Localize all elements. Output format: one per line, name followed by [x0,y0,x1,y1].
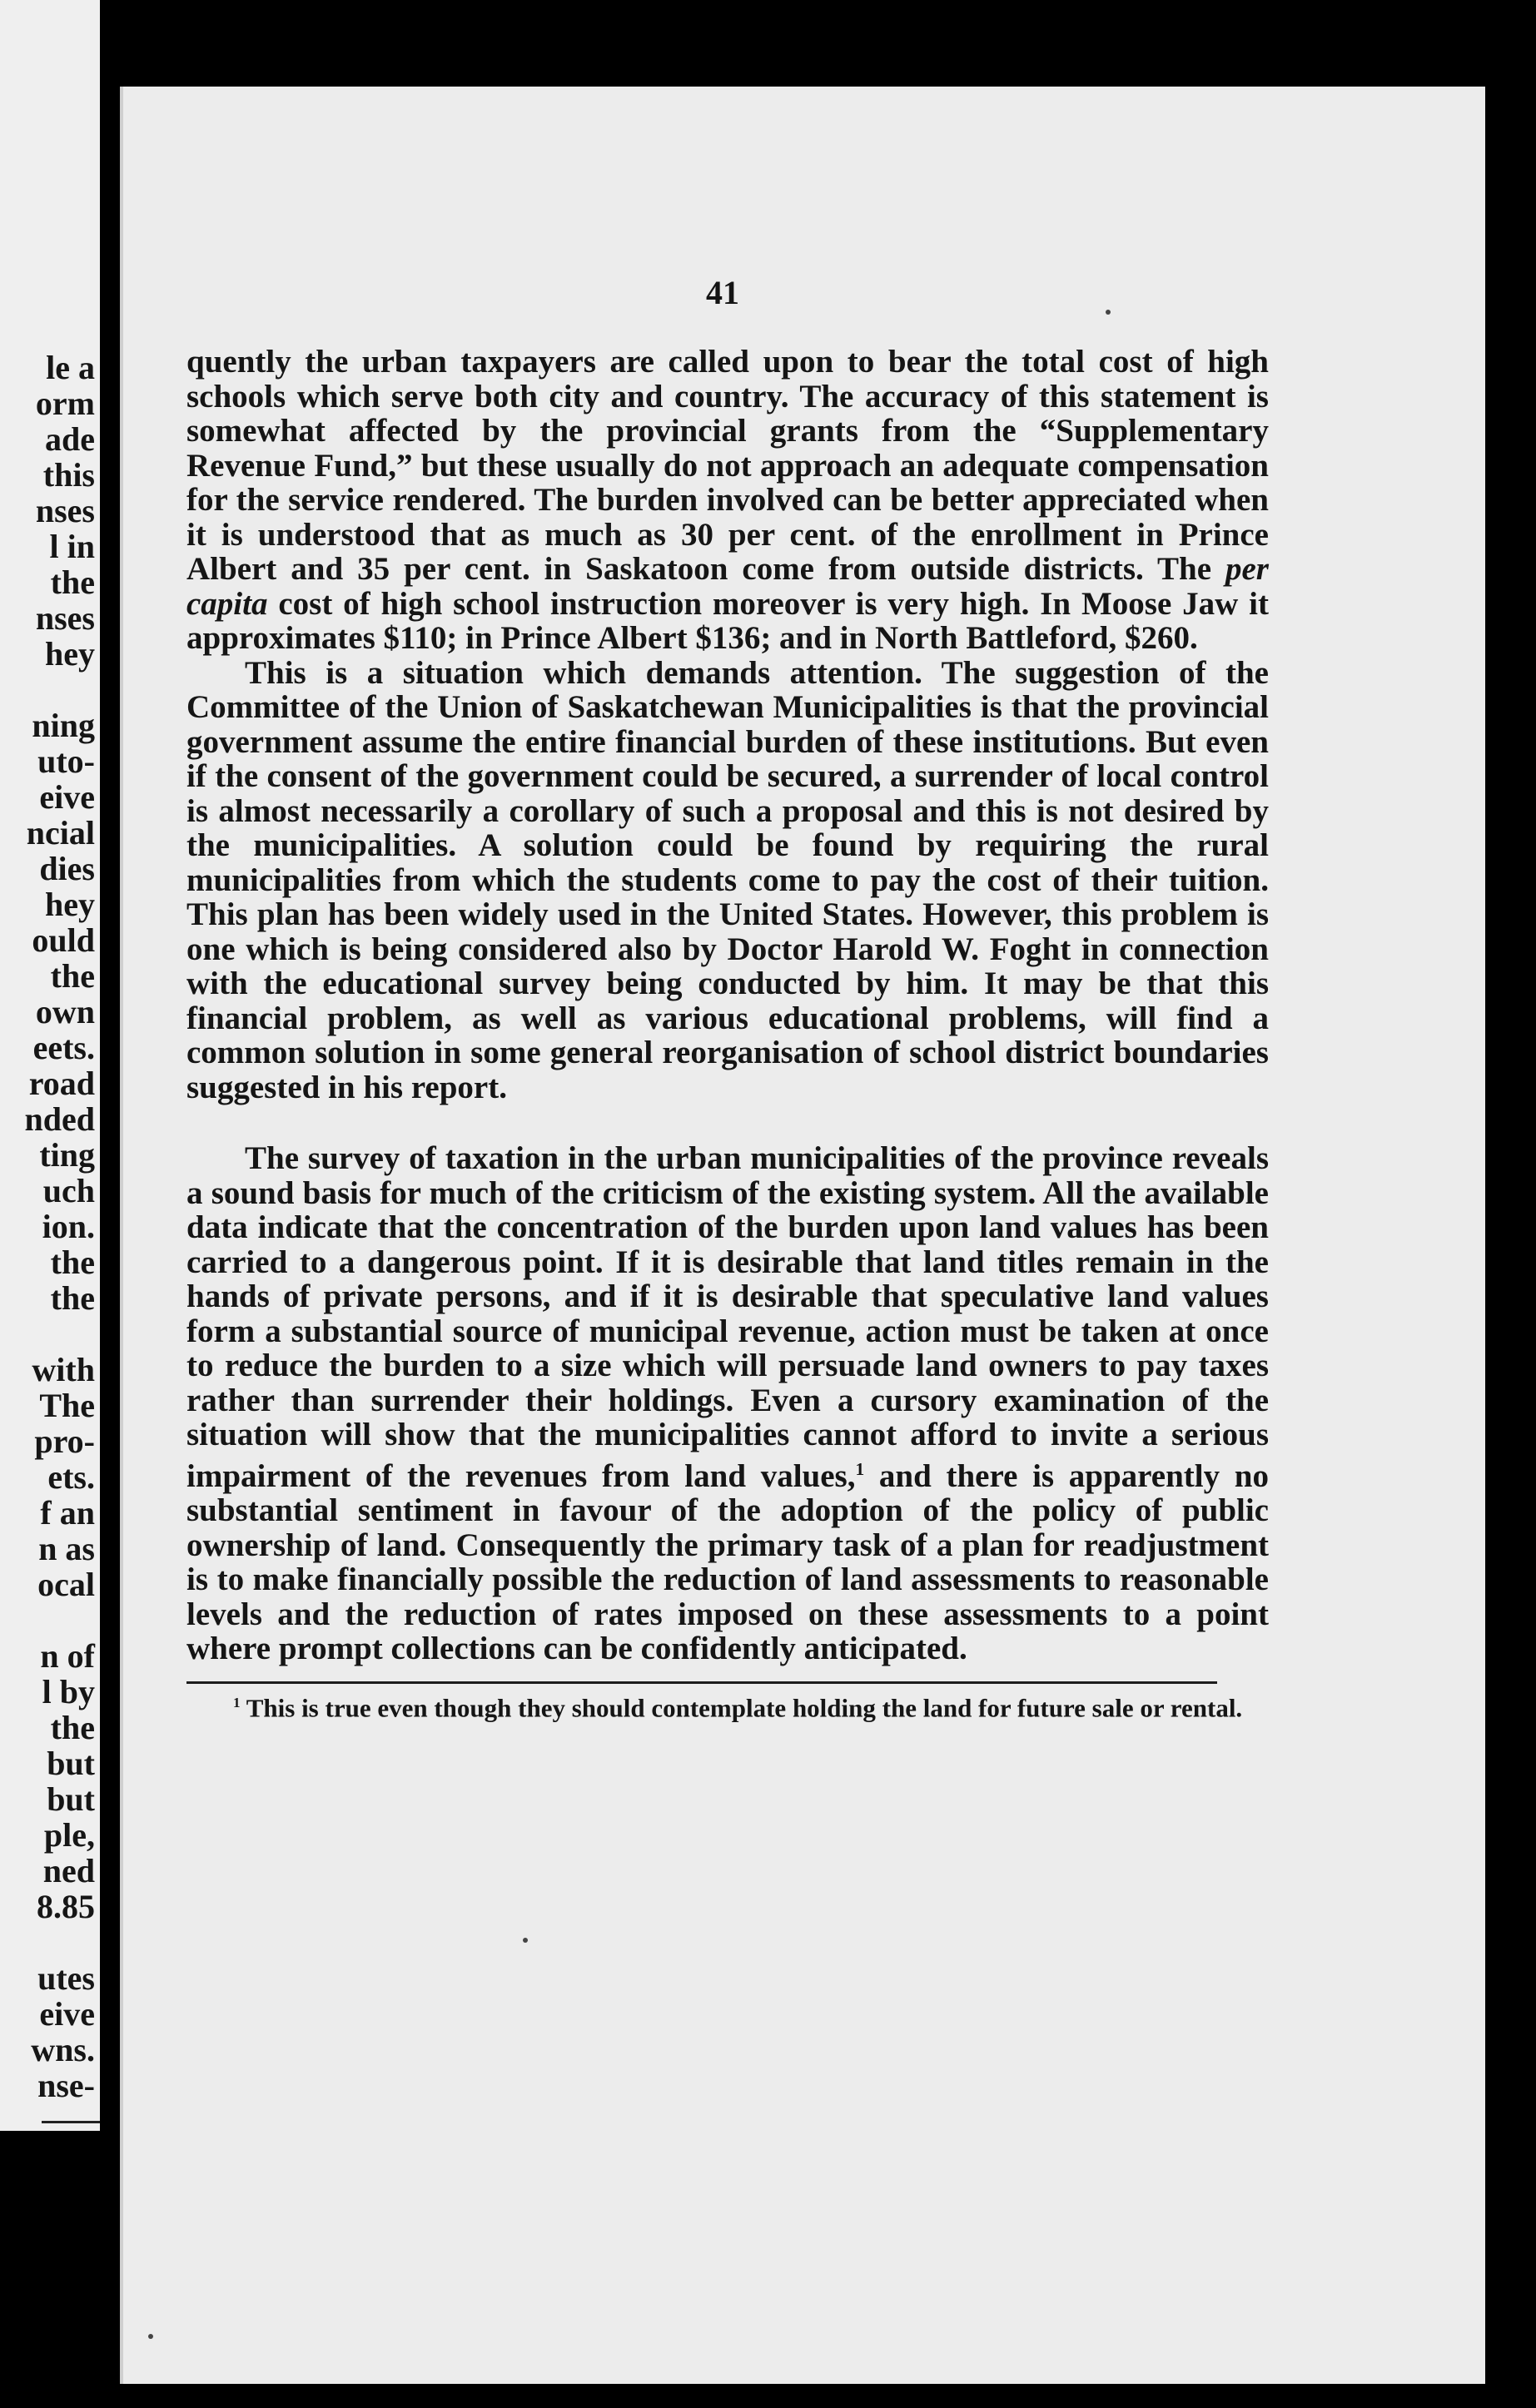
footnote-rule [186,1681,1217,1684]
footnote [186,1689,1269,1722]
previous-page-margin [0,0,100,2131]
paragraph-2: This is a situation which demands attention. The suggestion of the Committee of the Union of Saskatchewan Municipalities is that the provincial government assume the entire financial burden of these institutions. But even if the consent of the government could be secured, a surrender of local control is almost necessarily a corollary of such a proposal and this is not desired by the municipalities. A solution could be found by requiring the rural municipalities from which the students come to pay the cost of their tuition. This plan has been widely used in the United States. However, this problem is one which is being considered also by Doctor Harold W. Foght in connection with the educational survey being conducted by him. It may be that this financial problem, as well as various educational problems, will find a common solution in some general reorganisation of school district boundaries suggested in his report. [186,654,1269,1105]
previous-page-text-fragments: le a orm ade this nses l in the nses hey ning uto- eive ncial dies hey ould the own eets. road nded ting uch ion. the the with The pro- ets. f an n as ocal n of l by the but but ple, ned 8.85 utes eive wns. nse- [24,349,95,2104]
page-body [186,345,1269,1722]
footnote-mark: 1 [233,1694,241,1710]
paragraph-1 [186,345,1269,656]
paragraph-3-end: and there is apparently no substantial sentiment in favour of the adoption of the policy of public ownership of land. Consequently the primary task of a plan for readjustment is to make financially possible the reduction of land assessments to reasonable levels and the reduction of rates imposed on these assessments to a point where prompt collections can be confidently anticipated. [186,1457,1269,1666]
per-capita-italic: per capita [186,551,1269,622]
paragraph-1-text: quently the urban taxpayers are called upon to bear the total cost of high schools which serve both city and country. The accuracy of this statement is somewhat affected by the provincial grants from the “Supplementary Revenue Fund,” but these usually do not approach an adequate compensation for the service rendered. The burden involved can be better appreciated when it is understood that as much as 30 per cent. of the enrollment in Prince Albert and 35 per cent. in Saskatoon come from outside districts. The [186,344,1269,587]
scan-speck [148,2334,153,2339]
scan-speck [523,1938,528,1943]
footnote-reference: 1 [855,1458,865,1479]
paragraph-1-end: cost of high school instruction moreover is very high. In Moose Jaw it approximates $110; in Prince Albert $136; and in North Battleford, $260. [186,585,1269,656]
paragraph-3-text: The survey of taxation in the urban municipalities of the province reveals a sound basis for much of the criticism of the existing system. All the available data indicate that the concentration of the burden upon land values has been carried to a dangerous point. If it is desirable that land titles remain in the hands of private persons, and if it is desirable that speculative land values form a substantial source of municipal revenue, action must be taken at once to reduce the burden to a size which will persuade land owners to pay taxes rather than surrender their holdings. Even a cursory examination of the situation will show that the municipalities cannot afford to invite a serious impairment of the revenues from land values, [186,1140,1269,1494]
book-page [120,87,1485,2384]
scan-speck [1106,310,1111,315]
footnote-text: This is true even though they should contemplate holding the land for future sale or rental. [246,1692,1243,1722]
paragraph-3 [186,1141,1269,1666]
page-number: 41 [706,274,739,311]
previous-page-rule [42,2121,100,2123]
